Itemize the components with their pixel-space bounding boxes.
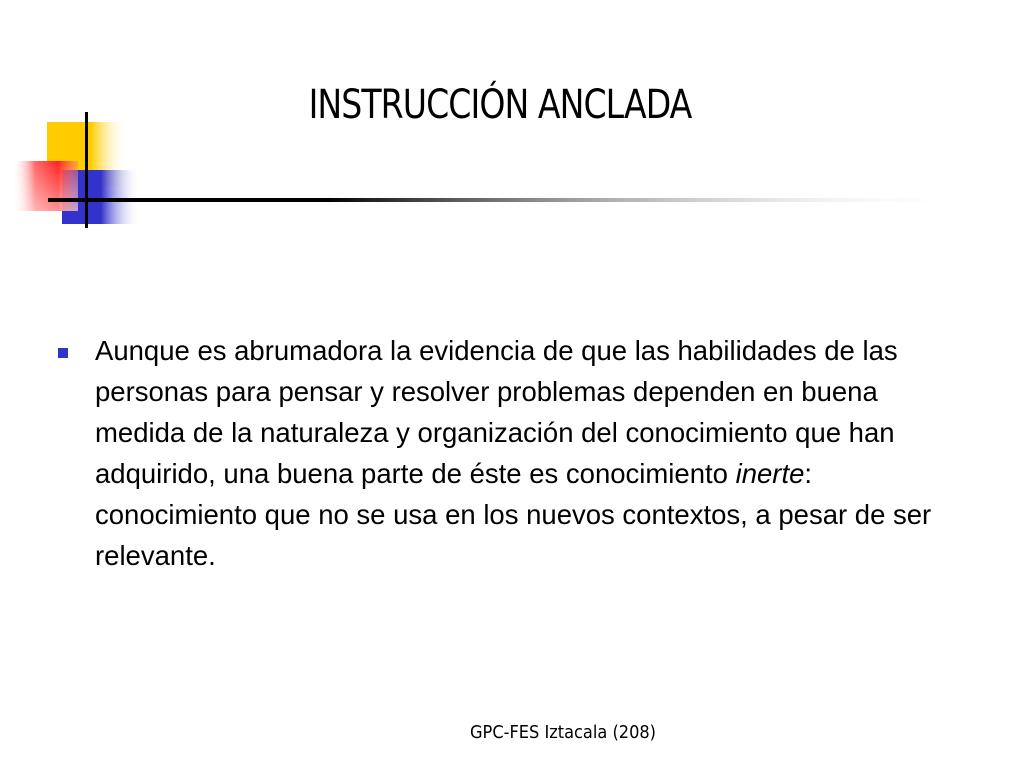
bullet-text-after: : conocimiento que no se usa en los nuevos contextos, a pesar de ser relevante. xyxy=(95,458,932,571)
slide-footer: GPC-FES Iztacala (208) xyxy=(470,722,657,743)
slide-title: INSTRUCCIÓN ANCLADA xyxy=(308,82,692,128)
bullet-emphasis: inerte xyxy=(735,458,805,489)
bullet-item xyxy=(56,330,956,576)
bullet-text xyxy=(95,330,955,576)
vertical-rule xyxy=(85,112,88,228)
horizontal-rule xyxy=(48,198,978,202)
slide-content xyxy=(56,330,956,576)
bullet-text-before: Aunque es abrumadora la evidencia de que las habilidades de las personas para pensar y resolver problemas dependen en buena medida de la naturaleza y organización del conocimiento que han adquirido, una buena parte de éste es conocimiento xyxy=(95,335,898,489)
square-bullet-icon xyxy=(58,348,68,358)
